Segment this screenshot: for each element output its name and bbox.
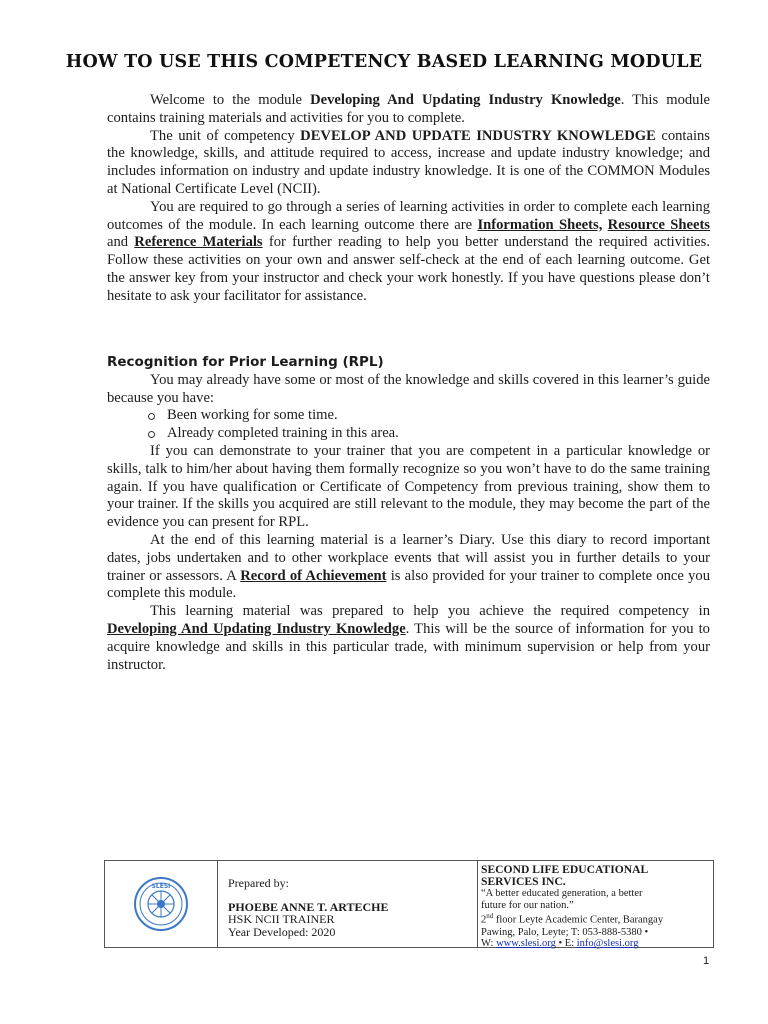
reference-materials-link[interactable]: Reference Materials — [134, 234, 263, 251]
text-run: . This module contains training materials and activities for you to complete. — [107, 92, 710, 126]
text-run: floor Leyte Academic Center, Barangay — [493, 914, 664, 926]
page-title: HOW TO USE THIS COMPETENCY BASED LEARNING MODULE — [65, 52, 703, 72]
text-run: and — [107, 234, 135, 251]
rpl-paragraph-2: If you can demonstrate to your trainer that you are competent in a particular knowledge or skills, talk to him/her about having them formally recognize so you won’t have to do the same training again. If you have qualification or Certificate of Competency from previous training, show them to your trainer. If the skills you acquired are still relevant to the module, they may become the part of the evidence you can present for RPL. — [107, 442, 710, 531]
motto-line-2: future for our nation.” — [481, 899, 574, 911]
text-run: You are required to go through a series of learning activities in order to complete each learning outcomes of the module. In each learning outcome there are — [107, 198, 710, 233]
record-of-achievement-link[interactable]: Record of Achievement — [240, 567, 387, 584]
org-name-line-2: SERVICES INC. — [481, 875, 566, 888]
year-developed: Year Developed: 2020 — [228, 924, 336, 939]
resource-sheets-link[interactable]: Resource Sheets — [607, 216, 710, 233]
module-name-link[interactable]: Developing And Updating Industry Knowledge — [107, 620, 406, 637]
information-sheets-link[interactable]: Information Sheets, — [477, 216, 603, 233]
text-run: W: — [481, 938, 497, 950]
intro-paragraph-1 — [107, 92, 710, 128]
rpl-paragraph-3 — [107, 532, 710, 603]
module-name: Developing And Updating Industry Knowledge — [310, 92, 621, 108]
rpl-bullet-list — [107, 407, 710, 443]
text-run: At the end of this learning material is a learner’s Diary. Use this diary to record important dates, jobs undertaken and to other workplace events that will assist you in further details to your trainer or assessors. A — [107, 531, 710, 584]
address-line-2: Pawing, Palo, Leyte; T: 053-888-5380 • — [481, 926, 649, 938]
text-run: • E: — [555, 938, 577, 950]
rpl-paragraph-4 — [107, 603, 710, 674]
text-run: for further reading to help you better understand the required activities. Follow these activities on your own and answer self-check at the end of each learning outcome. Get the answer key from your instructor and check your work honestly. If you have questions please don’t hesitate to ask your facilitator for assistance. — [107, 234, 710, 304]
intro-section — [107, 92, 710, 306]
logo-text: SLESI — [151, 883, 171, 890]
organization-cell — [478, 861, 713, 950]
text-run: This learning material was prepared to help you achieve the required competency in — [150, 603, 710, 620]
slesi-logo — [133, 876, 189, 932]
text-run: . This will be the source of information for you to acquire knowledge and skills in this particular trade, with minimum supervision or help from your instructor. — [107, 620, 710, 673]
logo-cell — [105, 861, 218, 947]
address-line-1 — [481, 911, 713, 926]
text-run: is also provided for your trainer to complete once you complete this module. — [107, 567, 710, 602]
text-run: The unit of competency — [150, 127, 301, 144]
unit-of-competency: DEVELOP AND UPDATE INDUSTRY KNOWLEDGE — [300, 127, 656, 144]
website-link[interactable]: www.slesi.org — [496, 938, 556, 950]
list-item: Been working for some time. — [147, 407, 710, 425]
page-number: 1 — [703, 955, 710, 967]
intro-paragraph-3 — [107, 199, 710, 306]
email-link[interactable]: info@slesi.org — [576, 938, 639, 950]
rpl-heading: Recognition for Prior Learning (RPL) — [107, 354, 384, 370]
prepared-by-label: Prepared by: — [228, 876, 289, 890]
list-item: Already completed training in this area. — [147, 425, 710, 443]
org-name-line-1: SECOND LIFE EDUCATIONAL — [481, 863, 649, 876]
author-name: PHOEBE ANNE T. ARTECHE — [228, 899, 389, 914]
text-run: Welcome to the module — [150, 92, 311, 108]
text-run: 2 — [481, 914, 487, 926]
contact-line — [481, 938, 713, 950]
author-role: HSK NCII TRAINER — [228, 912, 335, 926]
rpl-section — [107, 354, 710, 674]
footer-table — [104, 860, 714, 948]
motto-line-1: “A better educated generation, a better — [481, 888, 643, 899]
rpl-paragraph-1: You may already have some or most of the knowledge and skills covered in this learner’s guide because you have: — [107, 371, 710, 406]
intro-paragraph-2 — [107, 128, 710, 199]
text-run: contains the knowledge, skills, and attitude required to access, increase and update industry knowledge; and includes information on industry and update industry knowledge. It is one of the COMMON Modules at National Certificate Level (NCII). — [107, 127, 710, 197]
prepared-by-cell — [218, 861, 478, 947]
text-run: nd — [486, 912, 494, 921]
